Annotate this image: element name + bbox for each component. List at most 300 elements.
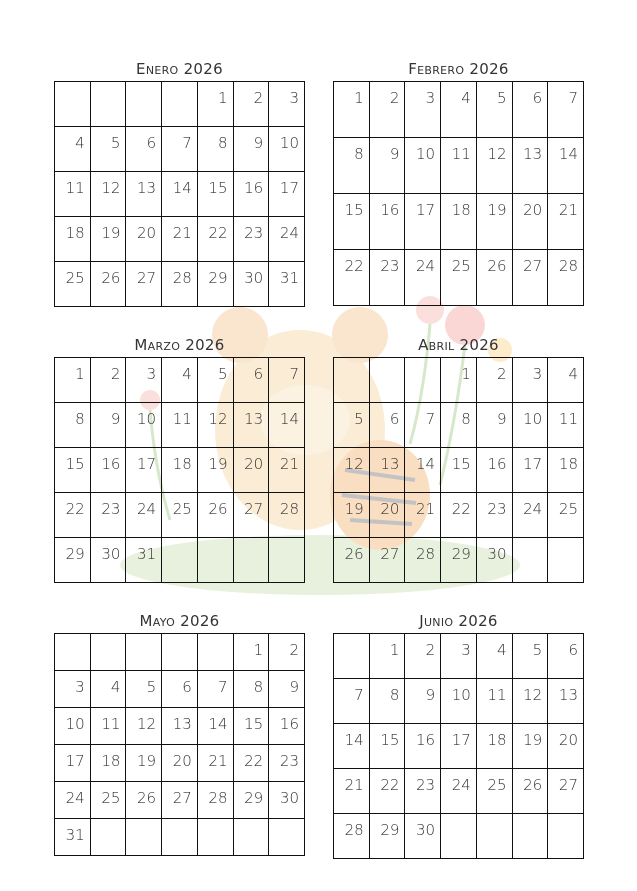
day-cell — [233, 708, 269, 745]
day-number: 28 — [279, 500, 299, 518]
day-cell — [334, 82, 370, 138]
day-cell — [369, 538, 405, 583]
day-number — [513, 538, 548, 545]
day-cell — [369, 724, 405, 769]
day-number: 6 — [253, 365, 264, 383]
day-cell — [441, 769, 477, 814]
day-number: 22 — [451, 500, 471, 518]
day-cell — [405, 724, 441, 769]
week-row — [334, 250, 584, 306]
day-cell — [441, 634, 477, 679]
day-number: 2 — [110, 365, 121, 383]
day-cell — [233, 403, 269, 448]
day-number: 18 — [487, 731, 507, 749]
day-number: 14 — [172, 179, 192, 197]
day-number: 2 — [425, 641, 436, 659]
day-number — [162, 538, 197, 545]
day-cell — [334, 250, 370, 306]
day-number: 13 — [523, 145, 543, 163]
day-number — [269, 819, 304, 826]
day-number: 4 — [110, 678, 121, 696]
day-cell — [269, 403, 305, 448]
day-number: 30 — [244, 269, 264, 287]
month-title: Enero 2026 — [136, 60, 223, 78]
day-cell — [476, 138, 512, 194]
day-cell — [162, 403, 198, 448]
day-number: 17 — [137, 455, 157, 473]
day-cell — [334, 194, 370, 250]
week-row — [55, 493, 305, 538]
day-cell — [233, 745, 269, 782]
day-number — [334, 634, 369, 641]
day-number — [370, 358, 405, 365]
day-number: 22 — [208, 224, 228, 242]
empty-day-cell — [90, 82, 126, 127]
day-cell — [476, 250, 512, 306]
day-number: 25 — [65, 269, 85, 287]
day-number: 3 — [75, 678, 85, 696]
day-number: 6 — [182, 678, 192, 696]
empty-day-cell — [126, 819, 162, 856]
day-number: 24 — [137, 500, 157, 518]
day-cell — [197, 217, 233, 262]
day-cell — [197, 358, 233, 403]
day-number: 27 — [172, 789, 192, 807]
day-number: 16 — [244, 179, 264, 197]
week-row — [55, 708, 305, 745]
day-cell — [441, 194, 477, 250]
day-cell — [233, 448, 269, 493]
day-number: 1 — [75, 365, 85, 383]
day-number: 5 — [532, 641, 543, 659]
day-number: 11 — [451, 145, 471, 163]
day-cell — [55, 493, 91, 538]
day-number — [548, 538, 583, 545]
day-cell — [405, 814, 441, 859]
day-cell — [90, 217, 126, 262]
day-number: 24 — [451, 776, 471, 794]
month-title: Febrero 2026 — [408, 60, 509, 78]
day-number: 21 — [416, 500, 436, 518]
day-number: 12 — [523, 686, 543, 704]
day-number: 13 — [380, 455, 400, 473]
day-number: 3 — [461, 641, 471, 659]
day-cell — [162, 671, 198, 708]
day-number: 2 — [253, 89, 264, 107]
day-number: 26 — [523, 776, 543, 794]
day-cell — [334, 538, 370, 583]
day-number: 27 — [523, 257, 543, 275]
day-number — [55, 82, 90, 89]
day-number: 21 — [279, 455, 299, 473]
day-cell — [548, 358, 584, 403]
day-number: 15 — [208, 179, 228, 197]
day-number: 26 — [137, 789, 157, 807]
day-cell — [55, 671, 91, 708]
day-cell — [369, 448, 405, 493]
day-number: 14 — [344, 731, 364, 749]
day-number: 27 — [380, 545, 400, 563]
day-number: 16 — [101, 455, 121, 473]
empty-day-cell — [162, 538, 198, 583]
day-cell — [441, 538, 477, 583]
day-number: 25 — [101, 789, 121, 807]
day-cell — [512, 82, 548, 138]
day-cell — [197, 493, 233, 538]
day-cell — [233, 782, 269, 819]
day-number — [441, 814, 476, 821]
day-cell — [441, 250, 477, 306]
day-cell — [405, 403, 441, 448]
day-cell — [90, 262, 126, 307]
day-number: 5 — [354, 410, 364, 428]
day-cell — [55, 358, 91, 403]
day-number: 17 — [416, 201, 436, 219]
day-number — [91, 819, 126, 826]
day-cell — [548, 194, 584, 250]
day-cell — [90, 448, 126, 493]
day-number: 1 — [253, 641, 264, 659]
day-number: 5 — [496, 89, 507, 107]
day-cell — [126, 262, 162, 307]
day-cell — [162, 493, 198, 538]
day-number: 7 — [425, 410, 436, 428]
week-row — [334, 493, 584, 538]
day-number: 30 — [416, 821, 436, 839]
week-row — [334, 634, 584, 679]
day-number: 12 — [137, 715, 157, 733]
day-number: 6 — [568, 641, 578, 659]
empty-day-cell — [162, 819, 198, 856]
day-cell — [476, 724, 512, 769]
day-number: 10 — [279, 134, 299, 152]
day-number: 28 — [416, 545, 436, 563]
day-cell — [548, 634, 584, 679]
day-cell — [55, 745, 91, 782]
calendar-grid — [333, 357, 584, 583]
day-cell — [197, 448, 233, 493]
day-cell — [55, 262, 91, 307]
day-number: 20 — [380, 500, 400, 518]
day-cell — [405, 448, 441, 493]
day-number: 20 — [558, 731, 578, 749]
day-cell — [476, 493, 512, 538]
day-cell — [334, 403, 370, 448]
day-number — [91, 82, 126, 89]
day-number — [162, 634, 197, 641]
day-number: 18 — [558, 455, 578, 473]
day-number: 29 — [244, 789, 264, 807]
day-number: 23 — [487, 500, 507, 518]
day-cell — [233, 671, 269, 708]
day-cell — [476, 634, 512, 679]
day-cell — [126, 172, 162, 217]
day-number: 22 — [344, 257, 364, 275]
day-number: 16 — [416, 731, 436, 749]
day-cell — [405, 679, 441, 724]
day-cell — [512, 138, 548, 194]
empty-day-cell — [197, 634, 233, 671]
day-number — [269, 538, 304, 545]
day-number — [477, 814, 512, 821]
week-row — [334, 138, 584, 194]
day-cell — [441, 448, 477, 493]
day-cell — [162, 782, 198, 819]
day-number: 11 — [172, 410, 192, 428]
day-cell — [90, 493, 126, 538]
day-number: 28 — [558, 257, 578, 275]
day-cell — [90, 172, 126, 217]
day-cell — [162, 172, 198, 217]
calendar-grid — [54, 357, 305, 583]
day-cell — [126, 782, 162, 819]
empty-day-cell — [405, 358, 441, 403]
day-number: 9 — [289, 678, 299, 696]
week-row — [55, 538, 305, 583]
day-number — [198, 634, 233, 641]
day-number: 19 — [523, 731, 543, 749]
week-row — [334, 448, 584, 493]
day-cell — [55, 403, 91, 448]
day-number: 4 — [496, 641, 507, 659]
day-cell — [476, 679, 512, 724]
day-cell — [90, 708, 126, 745]
day-number: 6 — [532, 89, 543, 107]
day-cell — [476, 358, 512, 403]
day-cell — [548, 493, 584, 538]
day-cell — [405, 538, 441, 583]
day-number: 14 — [558, 145, 578, 163]
week-row — [55, 262, 305, 307]
day-number — [548, 814, 583, 821]
day-number: 7 — [289, 365, 299, 383]
day-number: 28 — [208, 789, 228, 807]
day-cell — [269, 82, 305, 127]
day-number — [234, 819, 269, 826]
day-cell — [548, 403, 584, 448]
day-number: 7 — [217, 678, 228, 696]
empty-day-cell — [162, 82, 198, 127]
day-number: 30 — [487, 545, 507, 563]
day-number: 15 — [244, 715, 264, 733]
day-number: 14 — [279, 410, 299, 428]
day-number: 23 — [380, 257, 400, 275]
day-cell — [405, 250, 441, 306]
day-number: 2 — [289, 641, 299, 659]
week-row — [334, 679, 584, 724]
day-number: 10 — [451, 686, 471, 704]
day-number: 17 — [279, 179, 299, 197]
day-number: 16 — [487, 455, 507, 473]
day-number: 10 — [523, 410, 543, 428]
day-cell — [197, 262, 233, 307]
day-number: 12 — [101, 179, 121, 197]
day-number: 3 — [532, 365, 543, 383]
day-cell — [126, 358, 162, 403]
day-number: 1 — [389, 641, 400, 659]
day-number: 7 — [354, 686, 364, 704]
day-number: 24 — [416, 257, 436, 275]
day-number: 24 — [65, 789, 85, 807]
day-number: 29 — [380, 821, 400, 839]
day-number: 5 — [146, 678, 157, 696]
day-cell — [512, 634, 548, 679]
day-number: 26 — [208, 500, 228, 518]
day-cell — [548, 679, 584, 724]
day-number: 21 — [172, 224, 192, 242]
day-number: 16 — [380, 201, 400, 219]
day-number: 26 — [344, 545, 364, 563]
empty-day-cell — [334, 358, 370, 403]
day-number: 24 — [279, 224, 299, 242]
day-number — [162, 819, 197, 826]
week-row — [55, 745, 305, 782]
day-cell — [548, 138, 584, 194]
day-cell — [90, 671, 126, 708]
day-cell — [162, 448, 198, 493]
day-cell — [233, 82, 269, 127]
day-number: 3 — [146, 365, 157, 383]
day-number: 22 — [244, 752, 264, 770]
day-number: 26 — [101, 269, 121, 287]
empty-day-cell — [55, 634, 91, 671]
day-cell — [197, 708, 233, 745]
day-cell — [476, 403, 512, 448]
day-number: 17 — [451, 731, 471, 749]
day-number — [162, 82, 197, 89]
day-number — [91, 634, 126, 641]
day-cell — [269, 127, 305, 172]
day-number: 19 — [344, 500, 364, 518]
day-number: 14 — [416, 455, 436, 473]
day-number: 28 — [344, 821, 364, 839]
day-cell — [512, 448, 548, 493]
day-cell — [55, 538, 91, 583]
day-cell — [197, 172, 233, 217]
day-cell — [369, 814, 405, 859]
day-number: 12 — [487, 145, 507, 163]
day-number: 1 — [217, 89, 228, 107]
day-cell — [369, 679, 405, 724]
day-number: 23 — [416, 776, 436, 794]
week-row — [55, 217, 305, 262]
day-cell — [548, 769, 584, 814]
day-number: 8 — [253, 678, 264, 696]
day-cell — [334, 493, 370, 538]
week-row — [55, 82, 305, 127]
day-cell — [334, 769, 370, 814]
empty-day-cell — [512, 538, 548, 583]
day-number: 4 — [568, 365, 578, 383]
day-number: 13 — [172, 715, 192, 733]
week-row — [55, 782, 305, 819]
day-number: 20 — [244, 455, 264, 473]
day-number: 8 — [354, 145, 364, 163]
day-cell — [269, 671, 305, 708]
day-cell — [405, 194, 441, 250]
empty-day-cell — [126, 82, 162, 127]
day-cell — [548, 250, 584, 306]
day-number: 1 — [354, 89, 364, 107]
empty-day-cell — [334, 634, 370, 679]
day-number: 2 — [389, 89, 400, 107]
day-number — [198, 538, 233, 545]
day-number: 23 — [279, 752, 299, 770]
week-row — [334, 403, 584, 448]
empty-day-cell — [441, 814, 477, 859]
day-cell — [233, 262, 269, 307]
day-number: 22 — [65, 500, 85, 518]
day-number: 27 — [137, 269, 157, 287]
day-number: 12 — [208, 410, 228, 428]
calendar-grid — [333, 81, 584, 306]
day-number: 7 — [182, 134, 192, 152]
day-cell — [405, 138, 441, 194]
day-number: 27 — [244, 500, 264, 518]
day-number: 15 — [451, 455, 471, 473]
day-number: 11 — [101, 715, 121, 733]
week-row — [55, 671, 305, 708]
empty-day-cell — [512, 814, 548, 859]
day-cell — [55, 708, 91, 745]
day-cell — [269, 448, 305, 493]
day-cell — [269, 172, 305, 217]
day-cell — [162, 262, 198, 307]
empty-day-cell — [233, 538, 269, 583]
day-cell — [405, 493, 441, 538]
day-number: 4 — [461, 89, 471, 107]
day-cell — [55, 782, 91, 819]
day-number: 11 — [487, 686, 507, 704]
day-cell — [90, 538, 126, 583]
day-number: 3 — [289, 89, 299, 107]
week-row — [334, 724, 584, 769]
day-cell — [269, 745, 305, 782]
week-row — [55, 172, 305, 217]
day-cell — [162, 708, 198, 745]
day-number: 18 — [451, 201, 471, 219]
day-number — [334, 358, 369, 365]
day-cell — [90, 745, 126, 782]
empty-day-cell — [269, 819, 305, 856]
day-cell — [126, 671, 162, 708]
day-cell — [90, 782, 126, 819]
day-number: 20 — [137, 224, 157, 242]
day-cell — [369, 250, 405, 306]
day-cell — [334, 679, 370, 724]
day-number: 2 — [496, 365, 507, 383]
day-number: 3 — [425, 89, 436, 107]
calendar-grid — [333, 633, 584, 859]
day-number: 5 — [217, 365, 228, 383]
day-cell — [369, 138, 405, 194]
day-cell — [476, 769, 512, 814]
empty-day-cell — [55, 82, 91, 127]
day-cell — [233, 217, 269, 262]
day-cell — [548, 724, 584, 769]
week-row — [55, 448, 305, 493]
day-number: 19 — [101, 224, 121, 242]
day-number: 14 — [208, 715, 228, 733]
month-title: Mayo 2026 — [139, 612, 220, 630]
day-cell — [197, 403, 233, 448]
day-cell — [269, 708, 305, 745]
day-number: 9 — [425, 686, 436, 704]
day-cell — [162, 358, 198, 403]
day-number: 6 — [389, 410, 400, 428]
day-number: 10 — [65, 715, 85, 733]
week-row — [334, 538, 584, 583]
